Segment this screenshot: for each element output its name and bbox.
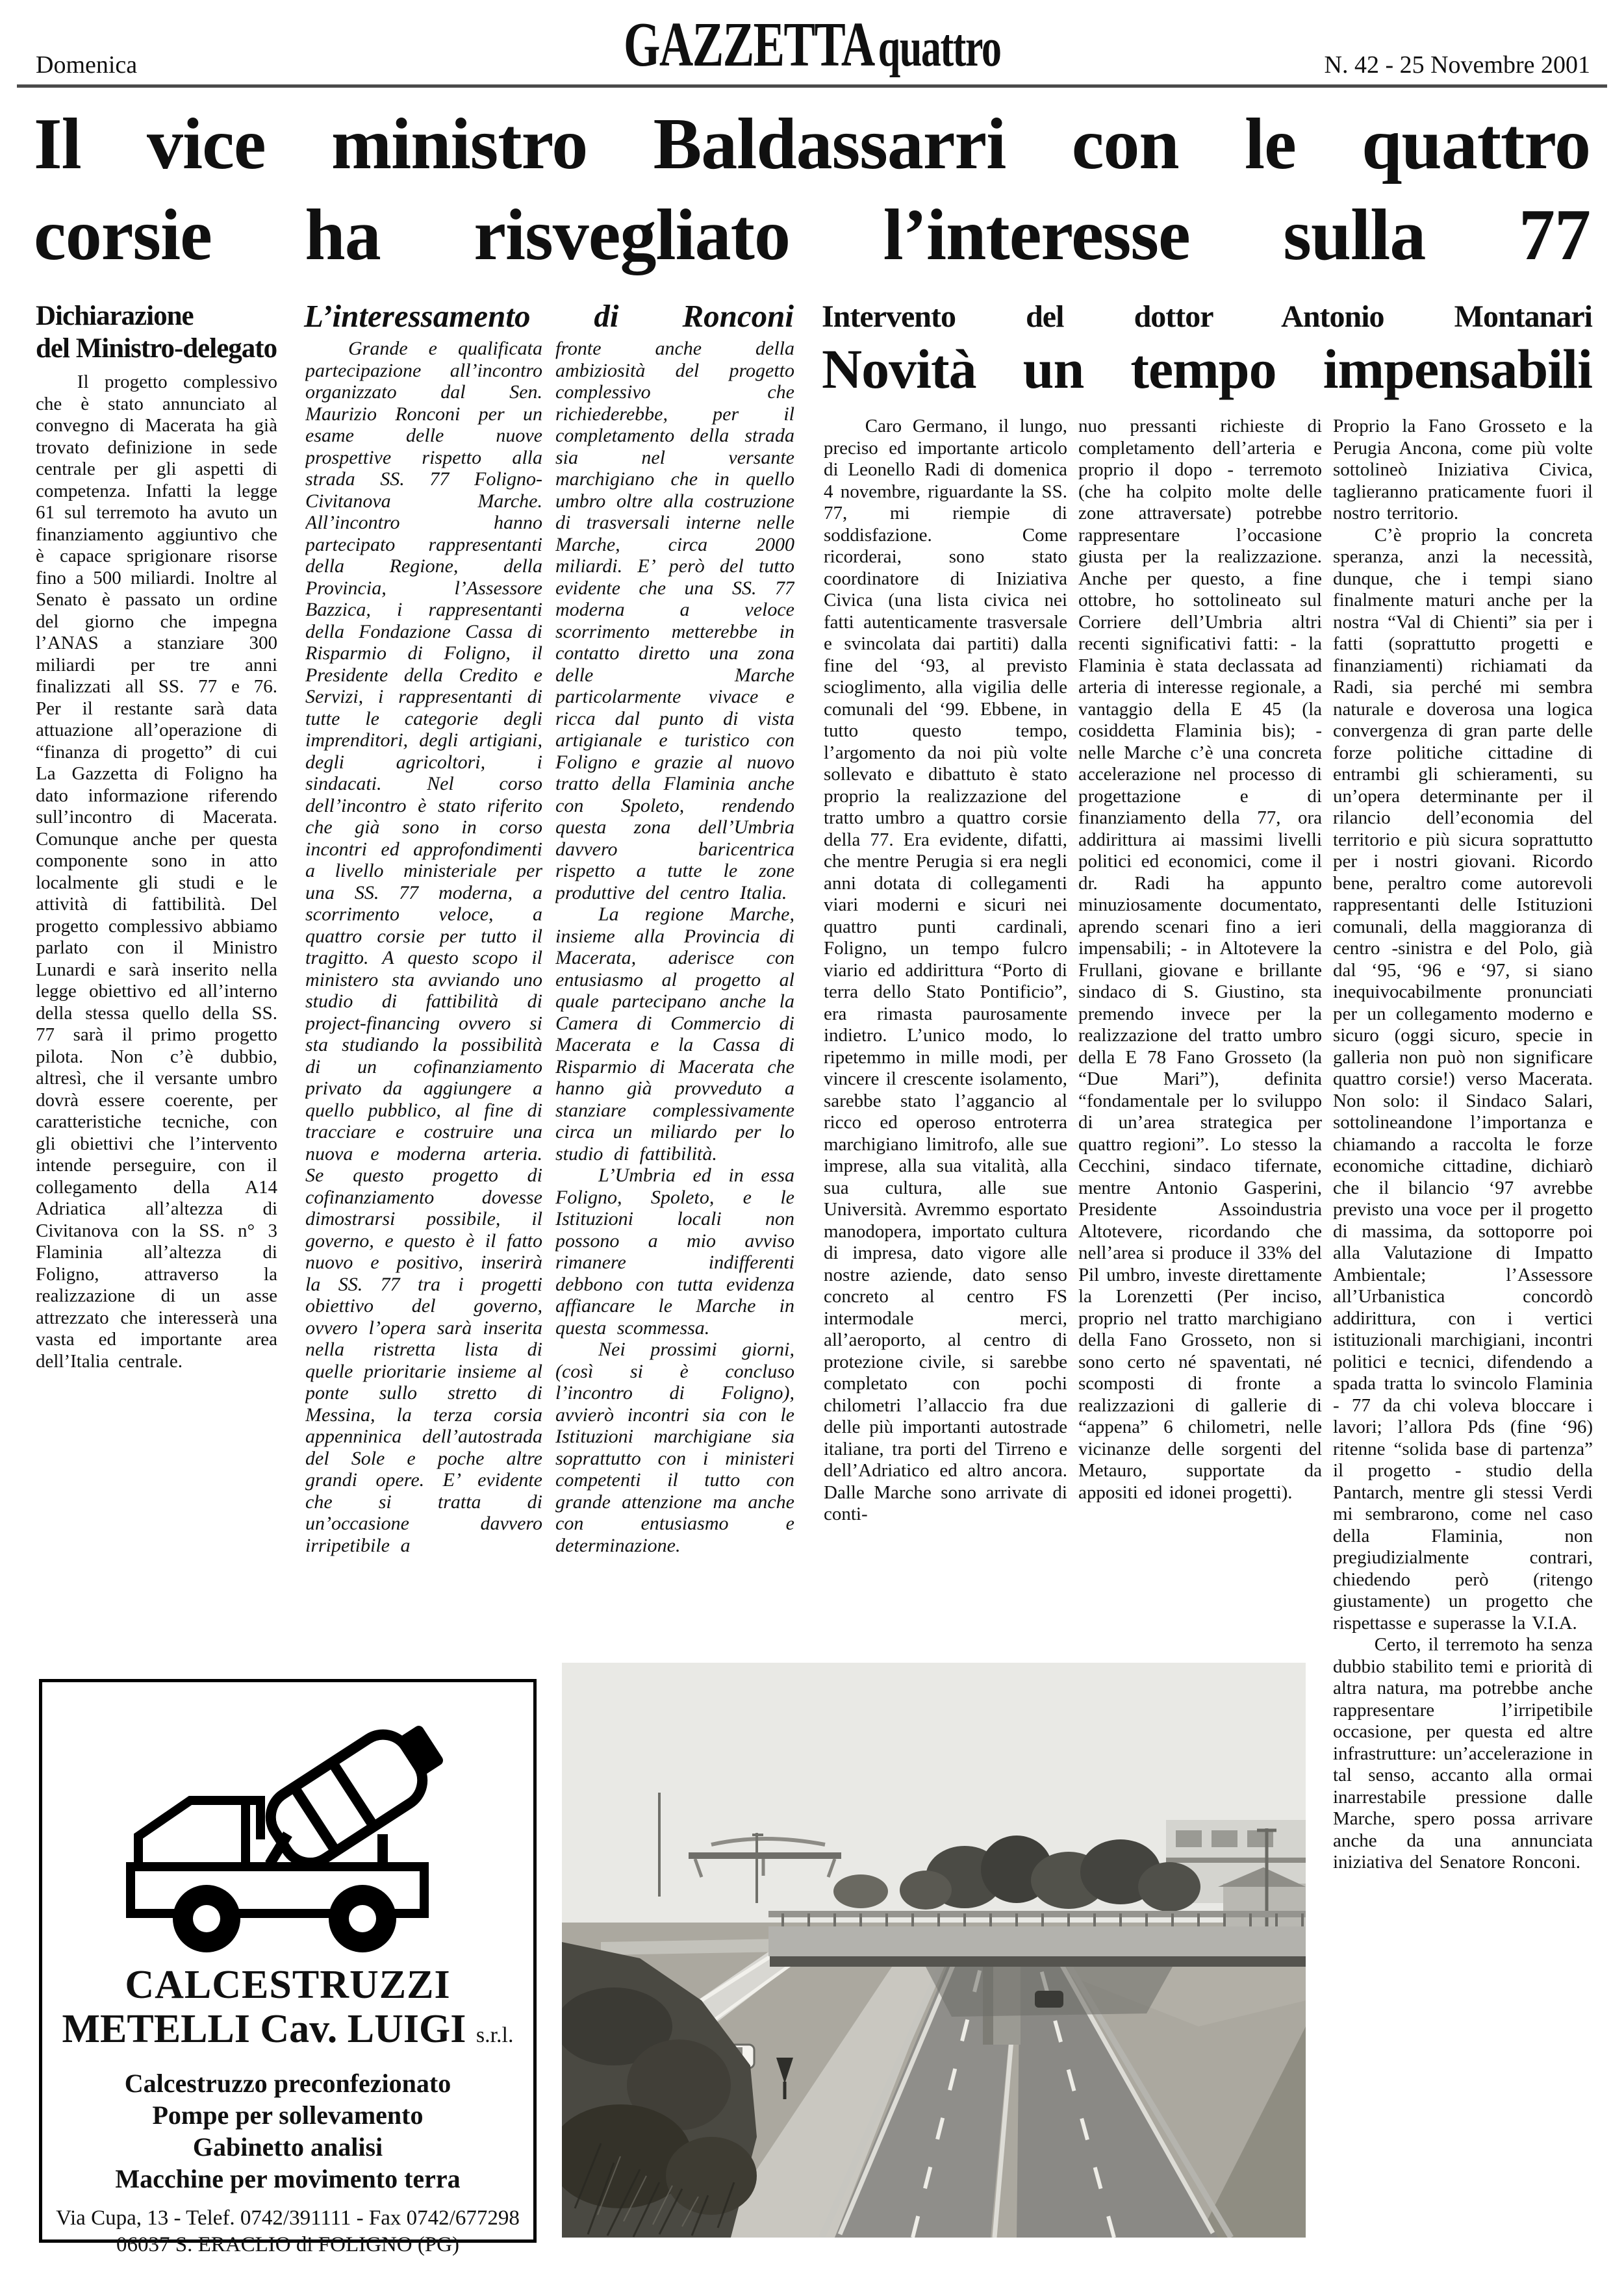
- montanari-title: Novità un tempo impensabili: [822, 338, 1592, 400]
- headline-line2: corsie ha risvegliato l’interesse sulla 77: [34, 195, 1590, 275]
- left-article-title-line2: del Ministro-delegato: [36, 333, 277, 364]
- issue-date-label: N. 42 - 25 Novembre 2001: [1324, 51, 1590, 79]
- montanari-kicker: Intervento del dottor Antonio Montanari: [822, 299, 1592, 334]
- weekday-label: Domenica: [36, 51, 138, 79]
- left-article-title: [36, 300, 281, 365]
- left-article-title-line1: Dichiarazione: [36, 301, 194, 331]
- ronconi-article-column-1: [305, 338, 542, 1664]
- ad-service-item: Pompe per sollevamento: [152, 2100, 424, 2130]
- paragraph: nuo pressanti richieste di completamento dell’arteria e proprio il dopo - terremoto (che ha colpito molte delle zone attraversate) potrebbe rappresentare l’occasione giusta per la realizzazione. Anche per questo, a fine ottobre, ho sottolineato sul Corriere dell’Umbria altri recenti significativi fatti: - la Flaminia è stata declassata ad arteria di interesse regionale, a vantaggio della E 45 (la cosiddetta Flaminia bis); - nelle Marche c’è una concreta accelerazione nel processo di progettazione e di finanziamento della 77, ora addirittura ai massimi livelli politici ed economici, come il dr. Radi ha appunto minuziosamente documentato, aprendo scenari fino a ieri impensabili; - in Altotevere la Frullani, giovane e brillante sindaco di S. Giustino, sta premendo invece per la realizzazione del tratto umbro della E 78 Fano Grosseto (la “Due Mari”), definita “fondamentale per lo sviluppo di un’area strategica per quattro regioni”. Lo stesso la Cecchini, sindaco tifernate, mentre Antonio Gasperini, Presidente Assoindustria Altotevere, ricordando che nell’area si produce il 33% del Pil umbro, investe direttamente la Lorenzetti (Per inciso, proprio nel tratto marchigiano della Fano Grosseto, non si sono certo né spaventati, né scomposti di fronte a realizzazioni di gallerie di “appena” 6 chilometri, nelle vicinanze delle sorgenti del Metauro, supportate da appositi ed idonei progetti).: [1078, 416, 1322, 1503]
- paragraph: L’Umbria ed in essa Foligno, Spoleto, e le Istituzioni locali non possono a mio avviso rimanere indifferenti debbono con tutta evidenza affiancare le Marche in questa scommessa.: [555, 1165, 794, 1339]
- paragraph: Certo, il terremoto ha senza dubbio stabilito temi e priorità di altra natura, ma potrebbe anche rappresentare l’irripetibile occasione, per questa ed altre infrastrutture: un’accelerazione in tal senso, accanto alla ormai inarrestabile pressione dalle Marche, spero possa arrivare anche da una annunciata iniziativa del Senatore Ronconi.: [1333, 1634, 1593, 1873]
- ad-address-line1: Via Cupa, 13 - Telef. 0742/391111 - Fax 0742/677298: [56, 2206, 520, 2230]
- paragraph: La regione Marche, insieme alla Provincia di Macerata, aderisce con entusiasmo al progetto al quale partecipano anche la Camera di Commercio di Macerata e la Cassa di Risparmio di Macerata che hanno già provveduto a stanziare complessivamente circa un miliardo per lo studio di fattibilità.: [555, 903, 794, 1165]
- main-headline: [34, 99, 1590, 281]
- ad-company-suffix: s.r.l.: [476, 2023, 514, 2047]
- ad-service-item: Calcestruzzo preconfezionato: [124, 2069, 451, 2098]
- advertisement-box: [39, 1679, 537, 2256]
- header-rule: [17, 84, 1607, 88]
- ad-service-item: Macchine per movimento terra: [115, 2164, 461, 2193]
- highway-photo: [562, 1663, 1306, 2238]
- cement-truck-icon: [42, 1697, 533, 1960]
- paragraph: Caro Germano, il lungo, preciso ed importante articolo di Leonello Radi di domenica 4 novembre, riguardante la SS. 77, mi riempie di soddisfazione. Come ricorderai, sono stato coordinatore di Iniziativa Civica (una lista civica nei fatti autenticamente trasversale e svincolata dai partiti) dalla fine del ‘93, al previsto scioglimento, alla vigilia delle comunali del ‘99. Ebbene, in tutto questo tempo, l’argomento da noi più volte sollevato e dibattuto è stato proprio la realizzazione del tratto umbro a quattro corsie della 77. Era evidente, difatti, che mentre Perugia si era negli anni dotata di collegamenti viari moderni e sicuri nei quattro punti cardinali, Foligno, un tempo fulcro viario ed addirittura “Porto di terra dello Stato Pontificio”, era rimasta paurosamente indietro. L’unico modo, lo ripetemmo in mille modi, per vincere il crescente isolamento, sarebbe stato l’aggancio al ricco ed operoso entroterra marchigiano limitrofo, alle sue imprese, alla sua vitalità, alla sua cultura, alle sue Università. Avremmo esportato manodopera, importato cultura di impresa, dato vigore alle nostre aziende, dato senso concreto al centro FS intermodale merci, all’aeroporto, al centro di protezione civile, si sarebbe completato con pochi chilometri l’allaccio fra due delle più importanti autostrade italiane, tra porti del Tirreno e dell’Adriatico ed altro ancora. Dalle Marche sono arrivate di conti-: [824, 416, 1067, 1524]
- paragraph: Proprio la Fano Grosseto e la Perugia Ancona, come più volte sottolineò Iniziativa Civica, taglieranno praticamente fuori il nostro territorio.: [1333, 416, 1593, 524]
- masthead-main: GAZZETTA: [623, 10, 874, 80]
- montanari-column-3: [1333, 416, 1593, 2208]
- ronconi-article-title: L’interessamento di Ronconi: [304, 298, 794, 334]
- ad-company-name: CALCESTRUZZI: [125, 1963, 451, 2007]
- paragraph: fronte anche della ambiziosità del progetto complessivo che richiederebbe, per il completamento della strada sia nel versante marchigiano che in quello umbro oltre alla costruzione di trasversali interne nelle Marche, circa 2000 miliardi. E’ però del tutto evidente che una SS. 77 moderna a veloce scorrimento metterebbe in contatto diretto una zona delle Marche particolarmente vivace e ricca dal punto di vista artigianale e turistico con Foligno e grazie al nuovo tratto della Flaminia anche con Spoleto, rendendo questa zona dell’Umbria davvero baricentrica rispetto a tutte le zone produttive del centro Italia.: [555, 338, 794, 903]
- ad-service-item: Gabinetto analisi: [192, 2132, 383, 2162]
- paragraph: Grande e qualificata partecipazione all’incontro organizzato dal Sen. Maurizio Ronconi per un esame delle nuove prospettive rispetto alla strada SS. 77 Foligno-Civitanova Marche. All’incontro hanno partecipato rappresentanti della Regione, della Provincia, l’Assessore Bazzica, i rappresentanti della Fondazione Cassa di Risparmio di Foligno, il Presidente della Credito e Servizi, i rappresentanti di tutte le categorie degli imprenditori, degli artigiani, degli agricoltori, i sindacati. Nel corso dell’incontro è stato riferito che già sono in corso incontri ed approfondimenti a livello ministeriale per una SS. 77 moderna, a scorrimento veloce, a quattro corsie per tutto il tragitto. A questo scopo il ministero sta avviando uno studio di fattibilità di project-financing ovvero si sta studiando la possibilità di un cofinanziamento privato da aggiungere a quello pubblico, al fine di tracciare e costruire una nuova e moderna arteria. Se questo progetto di cofinanziamento dovesse dimostrarsi possibile, il governo, e questo è il fatto nuovo e positivo, inserirà la SS. 77 tra i progetti obiettivo del governo, ovvero l’opera sarà inserita nella ristretta lista di quelle prioritarie insieme al ponte sullo stretto di Messina, la terza corsia appenninica dell’autostrada del Sole e poche altre grandi opere. E’ evidente che si tratta di un’occasione davvero irripetibile a: [305, 338, 542, 1556]
- montanari-column-2: [1078, 416, 1322, 1653]
- paragraph: Nei prossimi giorni, (così si è concluso l’incontro di Foligno), avvierò incontri sia con le Istituzioni marchigiane sia soprattutto con i ministeri competenti il tutto con grande attenzione ma anche con entusiasmo e determinazione.: [555, 1339, 794, 1556]
- masthead-sub: quattro: [878, 18, 1001, 78]
- ad-company-name-2: METELLI Cav. LUIGI s.r.l.: [62, 2007, 514, 2051]
- headline-line1: Il vice ministro Baldassarri con le quattro: [34, 104, 1590, 184]
- ad-address-line2: 06037 S. ERACLIO di FOLIGNO (PG): [116, 2233, 459, 2256]
- left-article-body: [36, 372, 277, 1617]
- paragraph: Il progetto complessivo che è stato annunciato al convegno di Macerata ha già trovato definizione in sede centrale per gli aspetti di competenza. Infatti la legge 61 sul terremoto ha avuto un finanziamento aggiuntivo che è capace sprigionare risorse fino a 500 miliardi. Inoltre al Senato è passato un ordine del giorno che impegna l’ANAS a stanziare 300 miliardi per tre anni finalizzati all SS. 77 e 76. Per il restante sarà data attuazione all’operazione di “finanza di progetto” di cui La Gazzetta di Foligno ha dato informazione riferendo sull’incontro di Macerata. Comunque anche per questa componente sono in atto localmente gli studi e le attività di fattibilità. Del progetto complessivo abbiamo parlato con il Ministro Lunardi e sarà inserito nella legge obiettivo ed all’interno della stessa quello della SS. 77 sarà il primo progetto pilota. Non c’è dubbio, altresì, che il versante umbro dovrà essere coerente, per caratteristiche tecniche, con gli obiettivi che l’intervento intende perseguire, con il collegamento della A14 Adriatica all’altezza di Civitanova con la SS. n° 3 Flaminia all’altezza di Foligno, attraverso la realizzazione di un asse attrezzato che interesserà una vasta ed importante area dell’Italia centrale.: [36, 372, 277, 1372]
- ad-services-list: [42, 2067, 533, 2195]
- ronconi-article-column-2: [555, 338, 794, 1664]
- paragraph: C’è proprio la concreta speranza, anzi la necessità, dunque, che i tempi siano finalmente maturi anche per la nostra “Val di Chienti” sia per i fatti (soprattutto progetti e finanziamenti) richiamati da Radi, sia perché mi sembra naturale e doverosa una logica convergenza di gran parte delle forze politiche cittadine di entrambi gli schieramenti, su un’opera determinante per il rilancio dell’economia del territorio e più sicura soprattutto per i nostri giovani. Ricordo bene, peraltro come autorevoli rappresentanti delle Istituzioni comunali, della maggioranza di centro -sinistra e del Polo, già dal ‘95, ‘96 e ‘97, si siano inequivocabilmente pronunciati per un collegamento moderno e sicuro (oggi sicuro, specie in galleria non può non significare quattro corsie!) verso Macerata. Non solo: il Sindaco Salari, sottolineandone l’importanza e chiamando a raccolta le forze economiche cittadine, dichiarò che il bilancio ‘97 avrebbe previsto una voce per il progetto di massima, da sottoporre poi alla Valutazione di Impatto Ambientale; l’Assessore all’Urbanistica concordò addirittura, con i vertici istituzionali marchigiani, incontri politici e tecnici, difendendo a spada tratta lo svincolo Flaminia - 77 da chi voleva bloccare i lavori; l’allora Pds (fine ‘96) ritenne “solida base di partenza” il progetto - studio della Pantarch, mentre gli stessi Verdi mi sembrarono, come nel caso della Flaminia, non pregiudizialmente contrari, chiedendo però (ritengo giustamente) un progetto che rispettasse e superasse la V.I.A.: [1333, 524, 1593, 1634]
- montanari-column-1: [824, 416, 1067, 1653]
- ad-address: [42, 2205, 533, 2258]
